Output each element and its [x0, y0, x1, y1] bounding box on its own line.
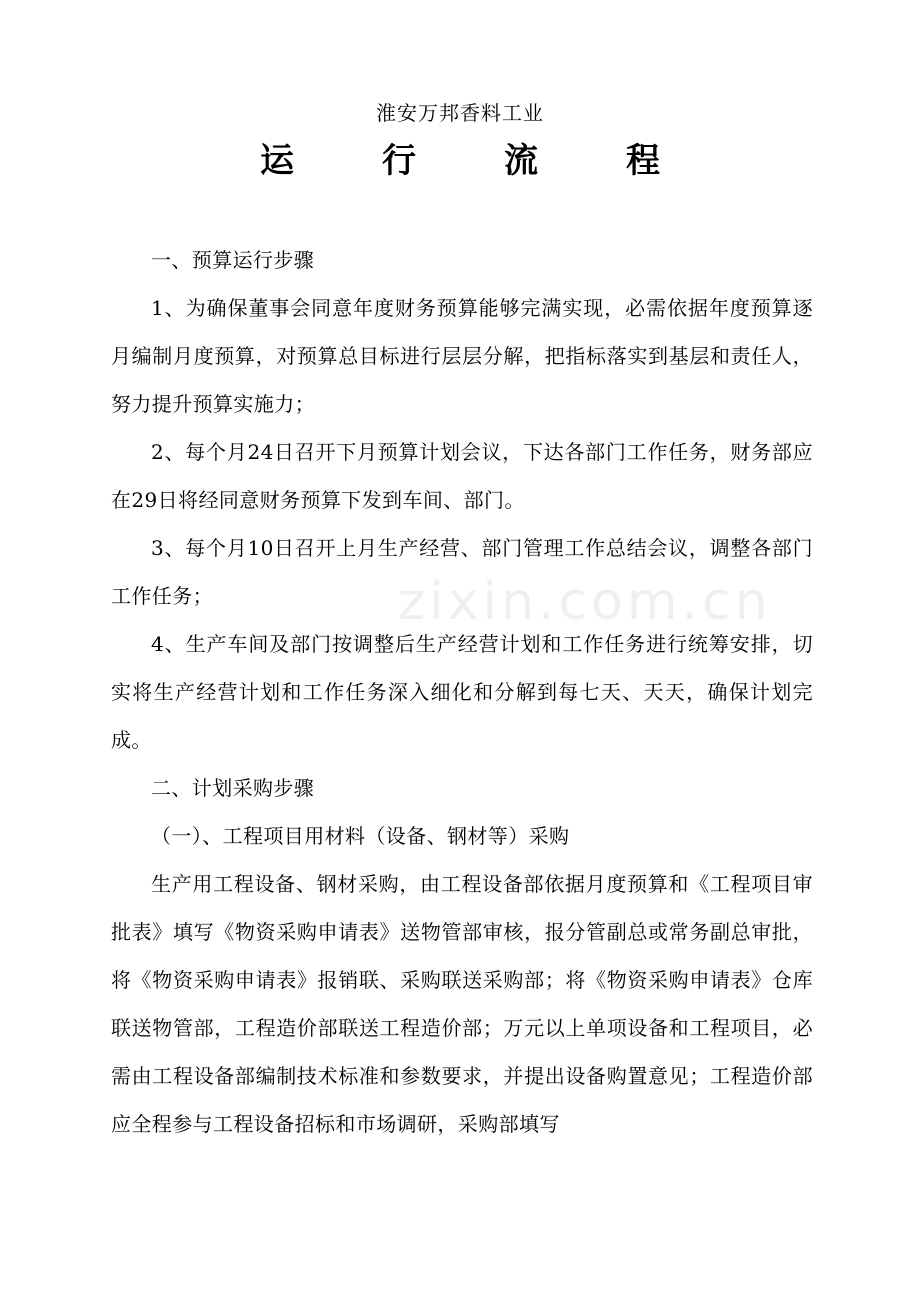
title-char: 行	[382, 141, 416, 181]
paragraph: 生产用工程设备、钢材采购，由工程设备部依据月度预算和《工程项目审批表》填写《物资采购申请表》送物管部审核，报分管副总或常务副总审批，将《物资采购申请表》报销联、采购联送采购部；将《物资采购申请表》仓库联送物管部，工程造价部联送工程造价部；万元以上单项设备和工程项目，必需由工程设备部编制技术标准和参数要求，并提出设备购置意见；工程造价部应全程参与工程设备招标和市场调研，采购部填写	[111, 872, 813, 1136]
title-char: 程	[626, 141, 660, 181]
title-char: 流	[504, 141, 538, 181]
section-heading-procurement: 二、计划采购步骤	[151, 776, 315, 800]
company-name: 淮安万邦香料工业	[376, 101, 544, 125]
title-char: 运	[260, 141, 294, 181]
document-title	[0, 138, 920, 184]
paragraph: 1、为确保董事会同意年度财务预算能够完满实现，必需依据年度预算逐月编制月度预算，对预算总目标进行层层分解，把指标落实到基层和责任人，努力提升预算实施力；	[111, 296, 813, 416]
document-body	[111, 236, 813, 1148]
section-heading-budget: 一、预算运行步骤	[151, 248, 315, 272]
paragraph: 4、生产车间及部门按调整后生产经营计划和工作任务进行统筹安排，切实将生产经营计划和工作任务深入细化和分解到每七天、天天，确保计划完成。	[111, 632, 813, 752]
paragraph: 3、每个月10日召开上月生产经营、部门管理工作总结会议，调整各部门工作任务；	[111, 536, 813, 608]
subsection-heading: （一）、工程项目用材料（设备、钢材等）采购	[151, 824, 570, 848]
watermark: zixin.com.cn	[398, 572, 772, 632]
paragraph: 2、每个月24日召开下月预算计划会议，下达各部门工作任务，财务部应在29日将经同意财务预算下发到车间、部门。	[111, 440, 813, 512]
